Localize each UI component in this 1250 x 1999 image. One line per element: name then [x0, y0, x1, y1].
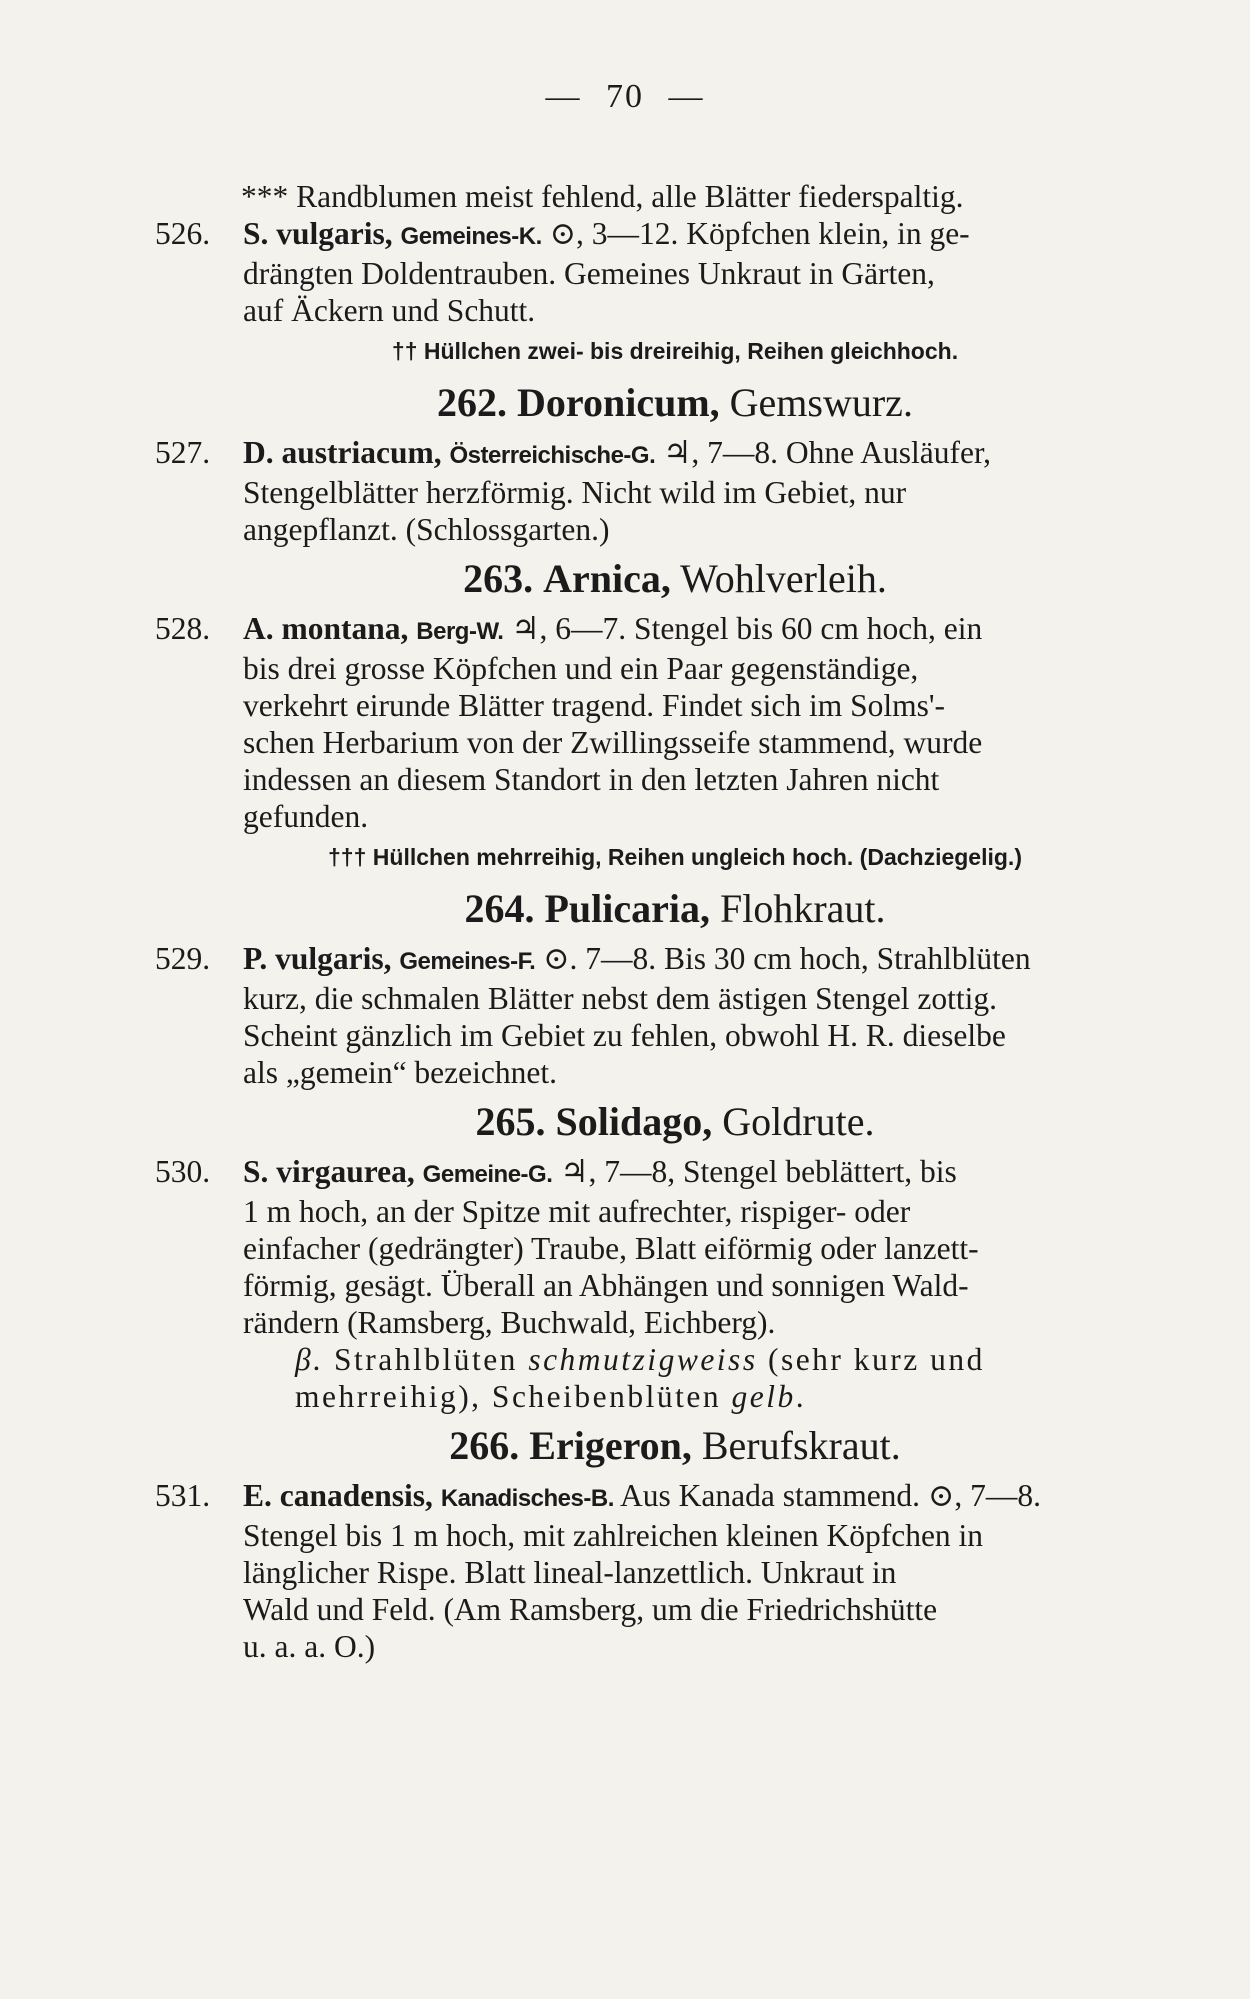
- species-name: D. austriacum,: [243, 435, 442, 470]
- entry-number: 529.: [155, 941, 211, 976]
- key-note-randblumen: *** Randblumen meist fehlend, alle Blätter fiederspaltig.: [241, 179, 964, 214]
- entry-number: 526.: [155, 216, 211, 251]
- species-entry-531: 531. E. canadensis, Kanadisches-B. Aus Kanada stammend. ⊙, 7—8. Stengel bis 1 m hoch, mit zahlreichen kleinen Köpfchen in länglicher Rispe. Blatt lineal-lanzettlich. Unkraut in Wald und Feld. (Am Ramsberg, um die Friedrichshütte u. a. a. O.): [155, 1478, 1041, 1664]
- species-entry-526: 526. S. vulgaris, Gemeines-K. ⊙, 3—12. Köpfchen klein, in ge- drängten Doldentrauben. Gemeines Unkraut in Gärten, auf Äckern und Schutt.: [155, 216, 970, 328]
- entry-number: 531.: [155, 1478, 211, 1513]
- species-name: A. montana,: [243, 611, 409, 646]
- genus-heading-265: 265. Solidago, Goldrute.: [475, 1099, 875, 1144]
- common-name: Berg-W.: [416, 618, 504, 645]
- genus-heading-263: 263. Arnica, Wohlverleih.: [463, 556, 887, 601]
- common-name: Österreichische-G.: [449, 442, 656, 469]
- page-number: — 70 —: [545, 78, 705, 115]
- common-name: Gemeines-F.: [399, 948, 536, 975]
- common-name: Kanadisches-B.: [440, 1485, 614, 1512]
- common-name: Gemeines-K.: [400, 223, 542, 250]
- species-name: S. vulgaris,: [243, 216, 393, 251]
- species-entry-527: 527. D. austriacum, Österreichische-G. ♃, 7—8. Ohne Ausläufer, Stengelblätter herzförmig. Nicht wild im Gebiet, nur angepflanzt. (Schlossgarten.): [155, 435, 992, 547]
- genus-heading-266: 266. Erigeron, Berufskraut.: [449, 1423, 901, 1468]
- key-heading-double-cross: †† Hüllchen zwei- bis dreireihig, Reihen gleichhoch.: [391, 338, 959, 364]
- genus-heading-264: 264. Pulicaria, Flohkraut.: [464, 886, 886, 931]
- variety-beta: β. Strahlblüten schmutzigweiss (sehr kurz und mehrreihig), Scheibenblüten gelb.: [295, 1342, 985, 1414]
- entry-number: 530.: [155, 1154, 211, 1189]
- page-content: [155, 178, 1195, 1665]
- species-entry-530: 530. S. virgaurea, Gemeine-G. ♃, 7—8, Stengel beblättert, bis 1 m hoch, an der Spitze mit aufrechter, rispiger- oder einfacher (gedrängter) Traube, Blatt eiförmig oder lanzett- förmig, gesägt. Überall an Abhängen und sonnigen Wald- rändern (Ramsberg, Buchwald, Eichberg).: [155, 1154, 979, 1340]
- species-name: P. vulgaris,: [243, 941, 392, 976]
- entry-number: 527.: [155, 435, 211, 470]
- genus-heading-262: 262. Doronicum, Gemswurz.: [437, 380, 913, 425]
- key-heading-triple-cross: ††† Hüllchen mehrreihig, Reihen ungleich hoch. (Dachziegelig.): [328, 844, 1022, 870]
- common-name: Gemeine-G.: [422, 1161, 553, 1188]
- species-entry-528: 528. A. montana, Berg-W. ♃, 6—7. Stengel bis 60 cm hoch, ein bis drei grosse Köpfchen und ein Paar gegenständige, verkehrt eirunde Blätter tragend. Findet sich im Solms'- schen Herbarium von der Zwillingsseife stammend, wurde indessen an diesem Standort in den letzten Jahren nicht gefunden.: [155, 611, 983, 834]
- species-name: E. canadensis,: [243, 1478, 433, 1513]
- species-name: S. virgaurea,: [243, 1154, 415, 1189]
- variety-mark: β.: [295, 1342, 324, 1377]
- entry-number: 528.: [155, 611, 211, 646]
- species-entry-529: 529. P. vulgaris, Gemeines-F. ⊙. 7—8. Bis 30 cm hoch, Strahlblüten kurz, die schmalen Blätter nebst dem ästigen Stengel zottig. Scheint gänzlich im Gebiet zu fehlen, obwohl H. R. dieselbe als „gemein“ bezeichnet.: [155, 941, 1031, 1090]
